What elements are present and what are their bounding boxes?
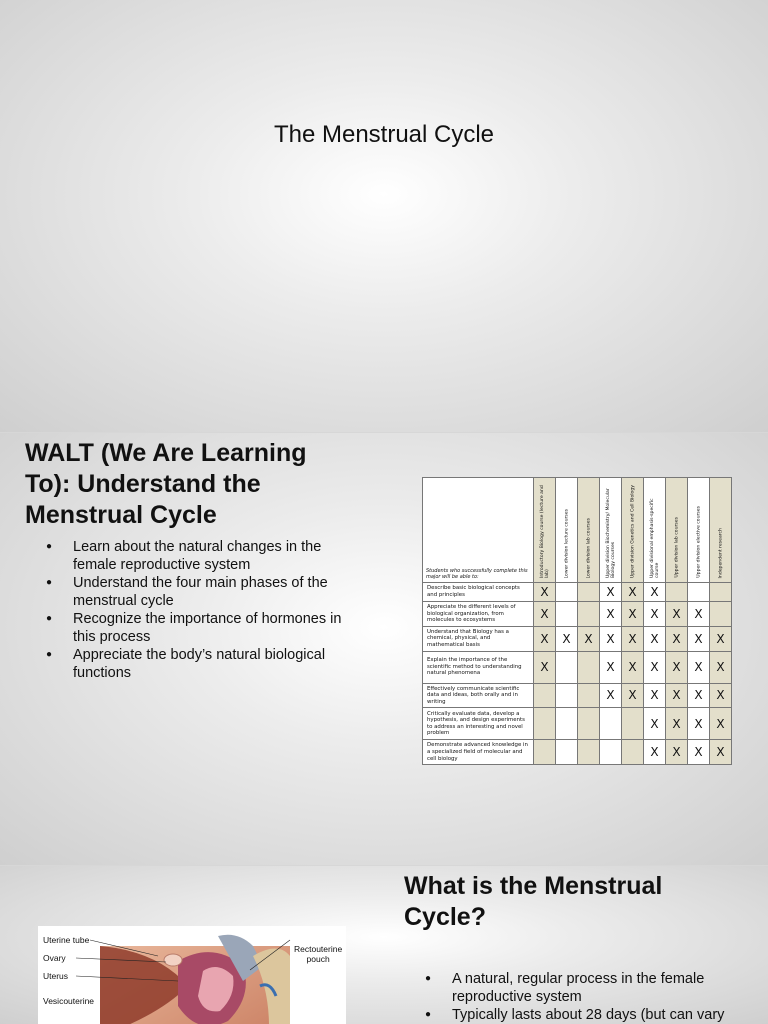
- column-header-label: Upper division elective courses: [696, 506, 701, 578]
- table-column-header: [644, 478, 666, 583]
- table-cell: [556, 740, 578, 765]
- table-cell: X: [600, 602, 622, 627]
- table-cell: [666, 583, 688, 602]
- table-column-header: [556, 478, 578, 583]
- label-ovary: Ovary: [43, 953, 66, 963]
- table-row: [423, 740, 732, 765]
- table-cell: X: [534, 583, 556, 602]
- table-row: [423, 683, 732, 708]
- column-header-label: Upper division Biochemistry/ Molecular Biology courses: [605, 488, 616, 578]
- row-label: Understand that Biology has a chemical, physical, and mathematical basis: [423, 626, 534, 651]
- table-cell: X: [710, 708, 732, 740]
- table-cell: X: [534, 626, 556, 651]
- column-header-label: Upper division Genetics and Cell Biology: [630, 484, 635, 578]
- what-is-slide: [0, 866, 768, 1024]
- table-cell: [710, 602, 732, 627]
- what-is-bullet-list: [404, 970, 749, 1024]
- label-uterus: Uterus: [43, 971, 69, 981]
- walt-bullet-list: [25, 538, 355, 682]
- table-cell: X: [622, 651, 644, 683]
- table-cell: X: [688, 708, 710, 740]
- ovary-shape: [164, 954, 182, 966]
- table-cell: X: [622, 602, 644, 627]
- column-header-label: Upper divisional emphasis-specific course: [649, 498, 660, 578]
- table-column-header: [600, 478, 622, 583]
- table-cell: X: [556, 626, 578, 651]
- table-cell: [556, 583, 578, 602]
- table-cell: X: [622, 683, 644, 708]
- label-vesicouterine: Vesicouterine: [43, 996, 95, 1006]
- table-column-header: [622, 478, 644, 583]
- table-cell: X: [644, 651, 666, 683]
- table-cell: [534, 683, 556, 708]
- column-header-label: Lower division lab courses: [586, 517, 591, 578]
- column-header-label: Lower division lecture courses: [564, 508, 569, 578]
- table-row: [423, 651, 732, 683]
- table-cell: X: [644, 583, 666, 602]
- table-row: [423, 602, 732, 627]
- table-column-header: [534, 478, 556, 583]
- table-cell: X: [688, 602, 710, 627]
- table-column-header: [688, 478, 710, 583]
- table-cell: X: [666, 708, 688, 740]
- row-label: Critically evaluate data, develop a hypothesis, and design experiments to address an interesting and novel problem: [423, 708, 534, 740]
- table-cell: [556, 708, 578, 740]
- table-cell: X: [710, 740, 732, 765]
- table-cell: X: [666, 602, 688, 627]
- table-column-header: [666, 478, 688, 583]
- table-cell: [710, 583, 732, 602]
- table-cell: X: [666, 626, 688, 651]
- walt-slide: [0, 433, 768, 865]
- table-cell: [600, 740, 622, 765]
- what-is-heading: What is the Menstrual Cycle?: [404, 872, 663, 931]
- table-cell: [578, 651, 600, 683]
- table-cell: [622, 740, 644, 765]
- table-cell: X: [644, 740, 666, 765]
- slide-title: The Menstrual Cycle: [273, 121, 495, 148]
- table-cell: X: [600, 583, 622, 602]
- walt-bullet: ● Appreciate the body’s natural biological functions: [25, 646, 355, 682]
- table-cell: X: [622, 626, 644, 651]
- table-cell: [578, 740, 600, 765]
- table-column-header: [710, 478, 732, 583]
- title-slide: [0, 0, 768, 432]
- table-cell: X: [622, 583, 644, 602]
- table-cell: X: [710, 683, 732, 708]
- table-cell: [534, 708, 556, 740]
- label-uterine-tube: Uterine tube: [43, 935, 90, 945]
- table-cell: X: [644, 602, 666, 627]
- table-cell: X: [600, 626, 622, 651]
- table-cell: X: [534, 651, 556, 683]
- table-cell: X: [688, 651, 710, 683]
- table-row: [423, 583, 732, 602]
- table-cell: [578, 708, 600, 740]
- table-cell: X: [534, 602, 556, 627]
- walt-heading: WALT (We Are Learning To): Understand the Menstrual Cycle: [25, 439, 307, 529]
- row-label: Explain the importance of the scientific method to understanding natural phenomena: [423, 651, 534, 683]
- table-cell: [556, 651, 578, 683]
- table-cell: X: [644, 626, 666, 651]
- table-cell: [578, 602, 600, 627]
- table-cell: [556, 683, 578, 708]
- table-cell: [600, 708, 622, 740]
- table-cell: [622, 708, 644, 740]
- table-cell: X: [688, 683, 710, 708]
- table-cell: X: [578, 626, 600, 651]
- table-row: [423, 708, 732, 740]
- row-label: Demonstrate advanced knowledge in a specialized field of molecular and cell biology: [423, 740, 534, 765]
- row-label: Describe basic biological concepts and principles: [423, 583, 534, 602]
- table-cell: X: [688, 626, 710, 651]
- table-corner-header: Students who successfully complete this major will be able to:: [423, 478, 534, 583]
- what-is-bullet: ● A natural, regular process in the female reproductive system: [404, 970, 749, 1006]
- table-cell: X: [710, 651, 732, 683]
- table-cell: X: [644, 683, 666, 708]
- column-header-label: Independent research: [718, 527, 723, 578]
- table-column-header: [578, 478, 600, 583]
- table-cell: [556, 602, 578, 627]
- reproductive-anatomy-figure: [38, 926, 346, 1024]
- table-cell: X: [666, 651, 688, 683]
- table-cell: [688, 583, 710, 602]
- table-cell: X: [600, 651, 622, 683]
- column-header-label: Upper division lab courses: [674, 517, 679, 578]
- table-cell: X: [710, 626, 732, 651]
- row-label: Appreciate the different levels of biological organization, from molecules to ecosystems: [423, 602, 534, 627]
- table-cell: X: [644, 708, 666, 740]
- table-cell: X: [666, 683, 688, 708]
- column-header-label: Introductory Biology course (lecture and lab): [539, 485, 550, 578]
- walt-bullet: ● Understand the four main phases of the menstrual cycle: [25, 574, 355, 610]
- table-cell: [534, 740, 556, 765]
- row-label: Effectively communicate scientific data and ideas, both orally and in writing: [423, 683, 534, 708]
- table-row: [423, 626, 732, 651]
- label-rectouterine-pouch: Rectouterine pouch: [294, 944, 343, 964]
- walt-bullet: ● Learn about the natural changes in the female reproductive system: [25, 538, 355, 574]
- table-cell: [578, 683, 600, 708]
- table-cell: X: [666, 740, 688, 765]
- table-cell: X: [688, 740, 710, 765]
- table-cell: [578, 583, 600, 602]
- table-cell: X: [600, 683, 622, 708]
- learning-outcomes-table: [422, 477, 732, 765]
- walt-bullet: ● Recognize the importance of hormones in this process: [25, 610, 355, 646]
- what-is-bullet: ● Typically lasts about 28 days (but can vary: [404, 1006, 749, 1024]
